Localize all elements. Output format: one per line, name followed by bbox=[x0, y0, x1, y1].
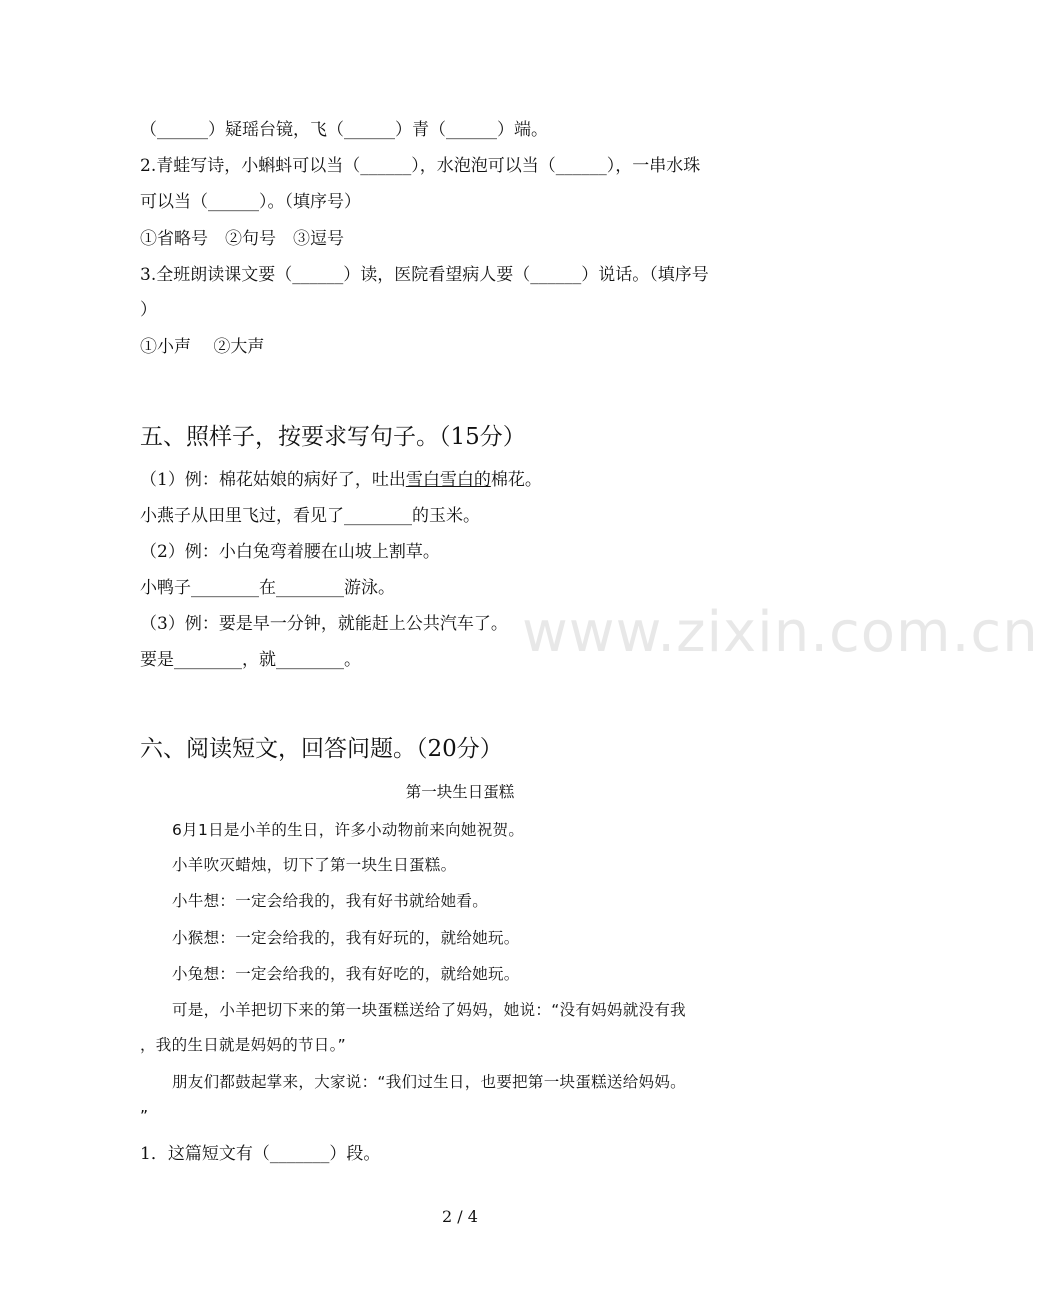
story-paragraph: 小兔想：一定会给我的，我有好吃的，就给她玩。 bbox=[172, 965, 520, 983]
example-2-task: 小鸭子________在________游泳。 bbox=[140, 578, 395, 598]
q2-line-1: 2.青蛙写诗，小蝌蚪可以当（______），水泡泡可以当（______），一串水珠 bbox=[140, 156, 701, 176]
section-5-heading: 五、照样子，按要求写句子。（15分） bbox=[140, 424, 526, 450]
reading-question-1: 1．这篇短文有（_______）段。 bbox=[140, 1144, 381, 1164]
example-1 bbox=[140, 468, 542, 492]
watermark: www.zixin.com.cn bbox=[522, 600, 1039, 665]
q3-line-2: ） bbox=[140, 300, 157, 320]
story-paragraph: 6月1日是小羊的生日，许多小动物前来向她祝贺。 bbox=[172, 821, 525, 839]
story-paragraph: 小猴想：一定会给我的，我有好玩的，就给她玩。 bbox=[172, 929, 520, 947]
story-title: 第一块生日蛋糕 bbox=[405, 783, 515, 801]
example-1-suffix: 棉花。 bbox=[490, 470, 542, 490]
story-paragraph: 小牛想：一定会给我的，我有好书就给她看。 bbox=[172, 892, 489, 910]
example-3-task: 要是________，就________。 bbox=[140, 650, 361, 670]
story-paragraph-continued: ” bbox=[140, 1107, 149, 1125]
example-1-prefix: （1）例：棉花姑娘的病好了，吐出 bbox=[140, 470, 406, 490]
q3-line-1: 3.全班朗读课文要（______）读，医院看望病人要（______）说话。（填序号 bbox=[140, 265, 709, 285]
story-paragraph: 可是，小羊把切下来的第一块蛋糕送给了妈妈，她说：“没有妈妈就没有我 bbox=[172, 1001, 686, 1019]
example-3: （3）例：要是早一分钟，就能赶上公共汽车了。 bbox=[140, 614, 508, 634]
story-paragraph: 小羊吹灭蜡烛，切下了第一块生日蛋糕。 bbox=[172, 856, 457, 874]
poem-fill-line: （______）疑瑶台镜，飞（______）青（______）端。 bbox=[140, 120, 548, 140]
example-1-underlined: 雪白雪白的 bbox=[405, 470, 491, 490]
example-1-task: 小燕子从田里飞过，看见了________的玉米。 bbox=[140, 506, 480, 526]
story-paragraph-continued: ，我的生日就是妈妈的节日。” bbox=[140, 1036, 346, 1054]
page-number: 2 / 4 bbox=[442, 1207, 478, 1226]
q2-options: ①省略号 ②句号 ③逗号 bbox=[140, 229, 344, 249]
story-paragraph: 朋友们都鼓起掌来，大家说：“我们过生日，也要把第一块蛋糕送给妈妈。 bbox=[172, 1073, 686, 1091]
q2-line-2: 可以当（______）。（填序号） bbox=[140, 192, 361, 212]
q3-options: ①小声 ②大声 bbox=[140, 337, 265, 357]
section-6-heading: 六、阅读短文，回答问题。（20分） bbox=[140, 736, 503, 762]
example-2: （2）例：小白兔弯着腰在山坡上割草。 bbox=[140, 542, 440, 562]
